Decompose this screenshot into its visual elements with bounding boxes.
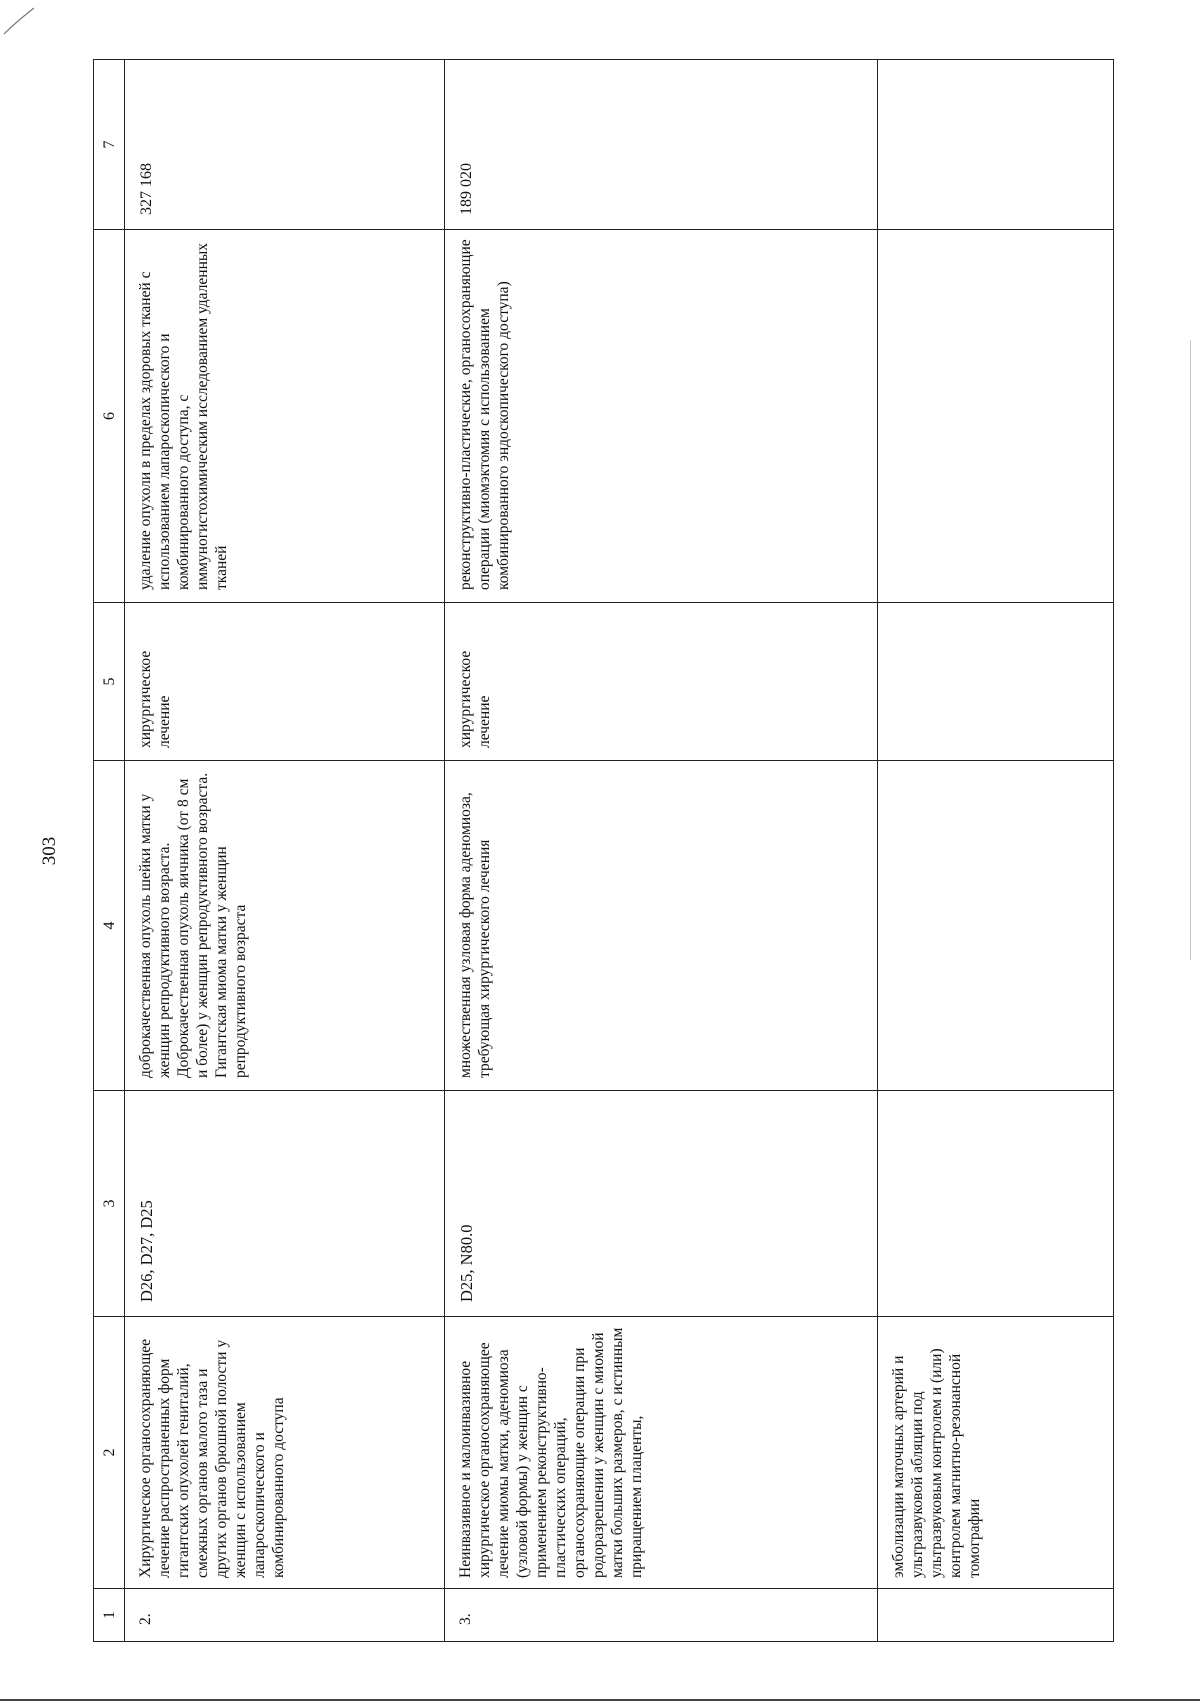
page-number: 303 — [39, 836, 60, 866]
icd-codes — [878, 1091, 1114, 1317]
scan-edge-line — [1190, 340, 1191, 960]
medical-services-table — [93, 60, 1114, 1642]
treatment-method: удаление опухоли в пределах здоровых тканей с использованием лапароскопического и комбинированного доступа, с иммуногистохимическим исследованием удаленных тканей — [125, 230, 445, 603]
header-cell: 6 — [94, 230, 125, 603]
price: 327 168 — [125, 60, 445, 230]
icd-codes: D25, N80.0 — [445, 1091, 878, 1317]
header-cell: 4 — [94, 761, 125, 1091]
row-number: 2. — [125, 1589, 445, 1642]
icd-codes: D26, D27, D25 — [125, 1091, 445, 1317]
service-name: эмболизации маточных артерий и ультразвуковой абляции под ультразвуковым контролем и (или) контролем магнитно-резонансной томографии — [878, 1317, 1114, 1589]
table-row — [125, 60, 445, 1642]
diagnosis: доброкачественная опухоль шейки матки у женщин репродуктивного возраста. Доброкачественная опухоль яичника (от 8 см и более) у женщин репродуктивного возраста. Гигантская миома матки у женщин репродуктивного возраста — [125, 761, 445, 1091]
service-name: Хирургическое органосохраняющее лечение распространенных форм гигантских опухолей гениталий, смежных органов малого таза и других органов брюшной полости у женщин с использованием лапароскопического и комбинированного доступа — [125, 1317, 445, 1589]
diagnosis — [878, 761, 1114, 1091]
treatment-type — [878, 603, 1114, 761]
table-header-row — [94, 60, 125, 1642]
treatment-method: реконструктивно-пластические, органосохраняющие операции (миомэктомия с использованием комбинированного эндоскопического доступа) — [445, 230, 878, 603]
row-number — [878, 1589, 1114, 1642]
scan-artifact-mark — [2, 6, 36, 36]
treatment-method — [878, 230, 1114, 603]
price — [878, 60, 1114, 230]
header-cell: 7 — [94, 60, 125, 230]
service-name: Неинвазивное и малоинвазивное хирургическое органосохраняющее лечение миомы матки, аденомиоза (узловой формы) у женщин с применением реконструктивно-пластических операций, органосохраняющие операции при родоразрешении у женщин с миомой матки больших размеров, с истинным приращением плаценты, — [445, 1317, 878, 1589]
row-number: 3. — [445, 1589, 878, 1642]
header-cell: 3 — [94, 1091, 125, 1317]
header-cell: 2 — [94, 1317, 125, 1589]
header-cell: 5 — [94, 603, 125, 761]
table-row — [878, 60, 1114, 1642]
table-row — [445, 60, 878, 1642]
header-cell: 1 — [94, 1589, 125, 1642]
treatment-type: хирургическое лечение — [125, 603, 445, 761]
price: 189 020 — [445, 60, 878, 230]
treatment-type: хирургическое лечение — [445, 603, 878, 761]
diagnosis: множественная узловая форма аденомиоза, требующая хирургического лечения — [445, 761, 878, 1091]
